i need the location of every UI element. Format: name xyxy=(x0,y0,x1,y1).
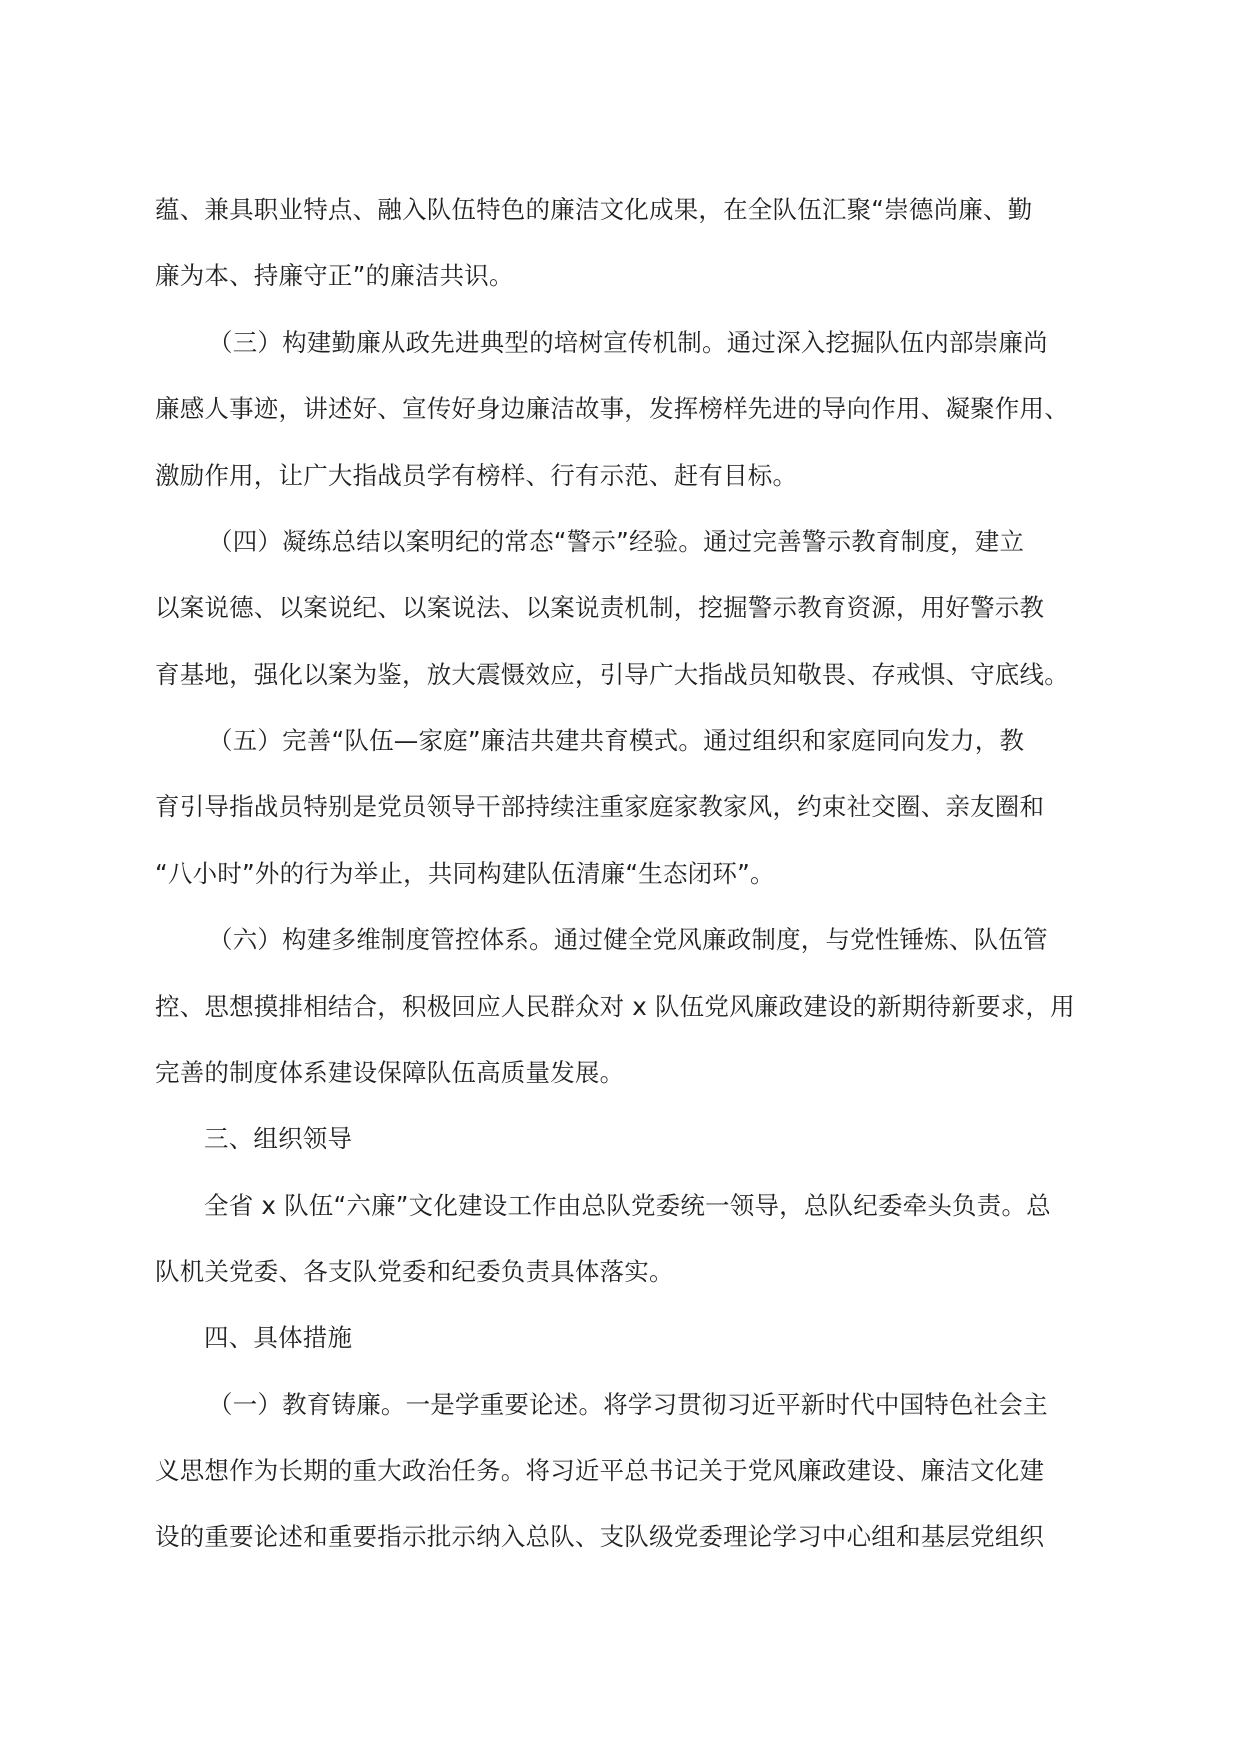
text-line: 廉感人事迹，讲述好、宣传好身边廉洁故事，发挥榜样先进的导向作用、凝聚作用、 xyxy=(155,394,1069,423)
section-heading-5: （五）完善“队伍—家庭”廉洁共建共育模式。通过组织和家庭同向发力，教 xyxy=(208,726,1025,755)
text-line: 蕴、兼具职业特点、融入队伍特色的廉洁文化成果，在全队伍汇聚“崇德尚廉、勤 xyxy=(155,195,1033,224)
section-heading-6: （六）构建多维制度管控体系。通过健全党风廉政制度，与党性锤炼、队伍管 xyxy=(208,925,1048,954)
text-line: 全省 x 队伍“六廉”文化建设工作由总队党委统一领导，总队纪委牵头负责。总 xyxy=(204,1191,1051,1220)
text-line: 育引导指战员特别是党员领导干部持续注重家庭家教家风，约束社交圈、亲友圈和 xyxy=(155,792,1045,821)
text-line: 廉为本、持廉守正”的廉洁共识。 xyxy=(155,261,514,290)
text-line: 控、思想摸排相结合，积极回应人民群众对 x 队伍党风廉政建设的新期待新要求，用 xyxy=(155,992,1075,1021)
text-line: 完善的制度体系建设保障队伍高质量发展。 xyxy=(155,1058,625,1087)
text-line: “八小时”外的行为举止，共同构建队伍清廉“生态闭环”。 xyxy=(155,859,775,888)
text-line: 育基地，强化以案为鉴，放大震慑效应，引导广大指战员知敬畏、存戒惧、守底线。 xyxy=(155,660,1069,689)
section-heading-3: （三）构建勤廉从政先进典型的培树宣传机制。通过深入挖掘队伍内部崇廉尚 xyxy=(208,328,1048,357)
text-line: 义思想作为长期的重大政治任务。将习近平总书记关于党风廉政建设、廉洁文化建 xyxy=(155,1456,1045,1485)
chapter-heading-measures: 四、具体措施 xyxy=(204,1323,353,1352)
section-heading-1: （一）教育铸廉。一是学重要论述。将学习贯彻习近平新时代中国特色社会主 xyxy=(208,1390,1048,1419)
text-line: 队机关党委、各支队党委和纪委负责具体落实。 xyxy=(155,1257,674,1286)
text-line: 以案说德、以案说纪、以案说法、以案说责机制，挖掘警示教育资源，用好警示教 xyxy=(155,593,1045,622)
chapter-heading-organization: 三、组织领导 xyxy=(204,1124,353,1153)
text-line: 设的重要论述和重要指示批示纳入总队、支队级党委理论学习中心组和基层党组织 xyxy=(155,1522,1045,1551)
section-heading-4: （四）凝练总结以案明纪的常态“警示”经验。通过完善警示教育制度，建立 xyxy=(208,527,1025,556)
text-line: 激励作用，让广大指战员学有榜样、行有示范、赶有目标。 xyxy=(155,461,798,490)
